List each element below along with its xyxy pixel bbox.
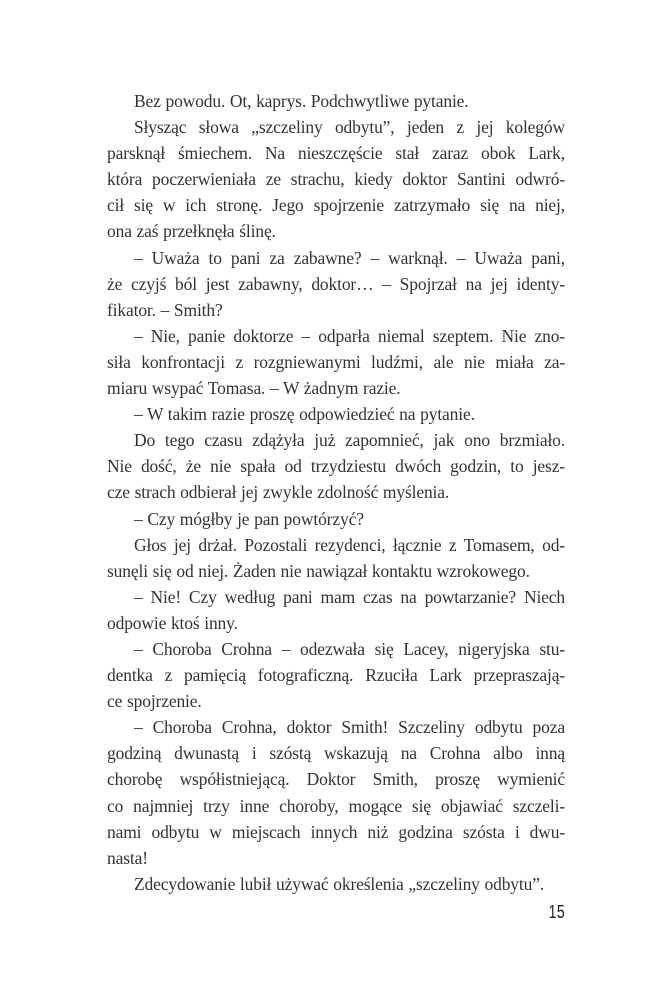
text-line: – Uważa to pani za zabawne? – warknął. – Uważa pani, <box>134 247 565 268</box>
text-line: – Czy mógłby je pan powtórzyć? <box>134 508 364 529</box>
text-line: miaru wsypać Tomasa. – W żadnym razie. <box>107 378 401 399</box>
text-line: – Choroba Crohna – odezwała się Lacey, nigeryjska stu- <box>134 638 565 659</box>
paragraph <box>107 506 565 532</box>
text-line: co najmniej trzy inne choroby, mogące się objawiać szczeli- <box>107 795 565 816</box>
page-number: 15 <box>548 902 565 922</box>
text-line: – Nie! Czy według pani mam czas na powtarzanie? Niech <box>134 586 565 607</box>
paragraph <box>107 88 565 114</box>
text-line: godziną dwunastą i szóstą wskazują na Crohna albo inną <box>107 743 565 764</box>
paragraph <box>107 871 565 897</box>
text-line: – W takim razie proszę odpowiedzieć na pytanie. <box>134 404 475 425</box>
text-line: – Nie, panie doktorze – odparła niemal szeptem. Nie zno- <box>134 325 565 346</box>
paragraph <box>107 714 565 871</box>
text-line: Słysząc słowa „szczeliny odbytu”, jeden z jej kolegów <box>134 117 565 138</box>
paragraph <box>107 114 565 244</box>
text-line: parsknął śmiechem. Na nieszczęście stał zaraz obok Lark, <box>107 143 565 164</box>
text-line: dentka z pamięcią fotograficzną. Rzuciła Lark przepraszają- <box>107 665 565 686</box>
text-line: odpowie ktoś inny. <box>107 612 238 633</box>
text-line: cze strach odbierał jej zwykle zdolność myślenia. <box>107 482 450 503</box>
text-line: Do tego czasu zdążyła już zapomnieć, jak ono brzmiało. <box>134 430 565 451</box>
paragraph <box>107 323 565 401</box>
text-line: nasta! <box>107 847 148 868</box>
text-line: sunęli się od niej. Żaden nie nawiązał kontaktu wzrokowego. <box>107 560 530 581</box>
paragraph <box>107 427 565 505</box>
text-line: Zdecydowanie lubił używać określenia „szczeliny odbytu”. <box>134 873 545 894</box>
text-line: Głos jej drżał. Pozostali rezydenci, łącznie z Tomasem, od- <box>134 534 565 555</box>
paragraph <box>107 584 565 636</box>
paragraph <box>107 532 565 584</box>
text-line: ona zaś przełknęła ślinę. <box>107 221 276 242</box>
text-line: fikator. – Smith? <box>107 299 223 320</box>
text-line: że czyjś ból jest zabawny, doktor… – Spojrzał na jej identy- <box>107 273 565 294</box>
text-line: chorobę współistniejącą. Doktor Smith, proszę wymienić <box>107 769 565 790</box>
text-line: siła konfrontacji z rozgniewanymi ludźmi, ale nie miała za- <box>107 351 565 372</box>
text-line: – Choroba Crohna, doktor Smith! Szczeliny odbytu poza <box>134 717 565 738</box>
text-line: nami odbytu w miejscach innych niż godzina szósta i dwu- <box>107 821 565 842</box>
text-line: która poczerwieniała ze strachu, kiedy doktor Santini odwró- <box>107 169 565 190</box>
paragraph <box>107 245 565 323</box>
text-line: Bez powodu. Ot, kaprys. Podchwytliwe pytanie. <box>134 91 469 111</box>
text-line: ce spojrzenie. <box>107 691 202 712</box>
paragraph <box>107 401 565 427</box>
body-text <box>107 88 565 897</box>
text-line: cił się w ich stronę. Jego spojrzenie zatrzymało się na niej, <box>107 195 565 216</box>
text-line: Nie dość, że nie spała od trzydziestu dwóch godzin, to jesz- <box>107 456 565 477</box>
paragraph <box>107 636 565 714</box>
